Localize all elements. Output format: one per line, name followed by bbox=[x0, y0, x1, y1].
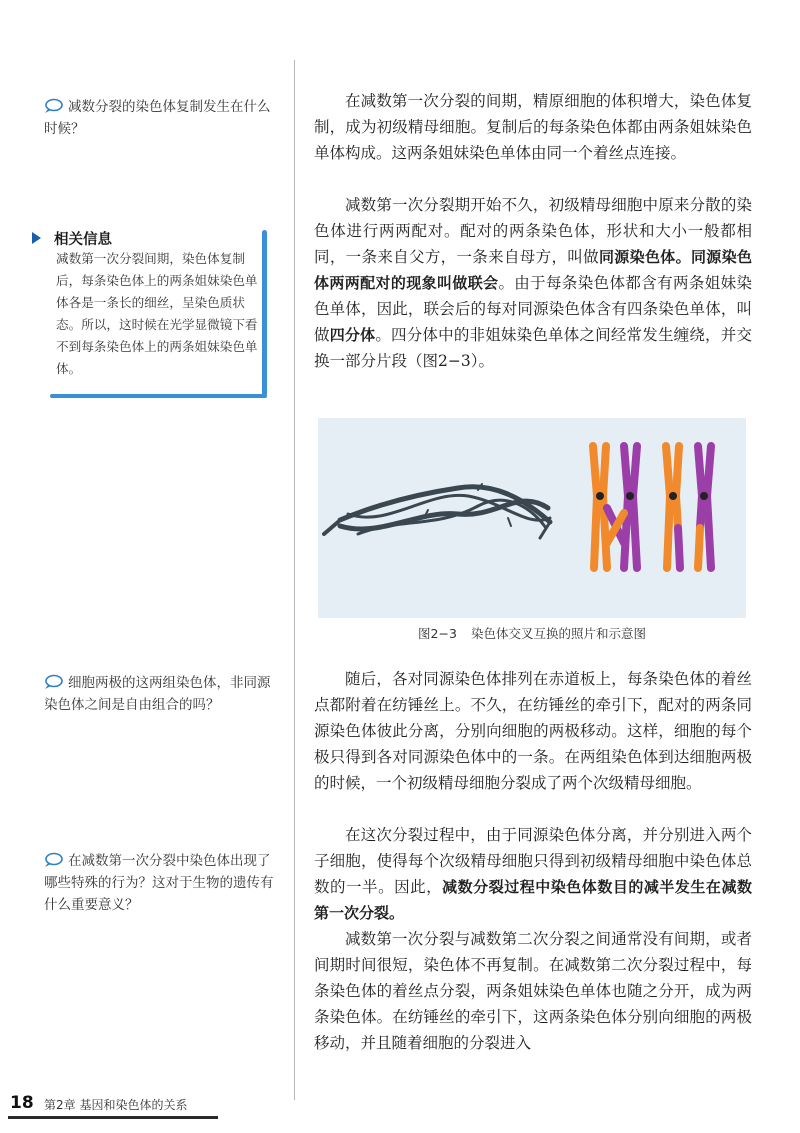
paragraph-5: 减数第一次分裂与减数第二次分裂之间通常没有间期，或者间期时间很短，染色体不再复制。在减数第二次分裂过程中，每条染色体的着丝点分裂，两条姐妹染色单体也随之分开，成为两条染色体。在纺锤丝的牵引下，这两条染色体分别向细胞的两极移动，并且随着细胞的分裂进入 bbox=[314, 930, 752, 1052]
margin-question-2 bbox=[44, 672, 274, 716]
column-divider bbox=[294, 60, 295, 1100]
related-info-box bbox=[54, 226, 274, 400]
text-run: 。四分体中的非姐妹染色单体之间经常发生缠绕，并交换一部分片段（图2−3）。 bbox=[314, 326, 752, 370]
question-icon bbox=[44, 852, 66, 868]
text-run: 在这次分裂过程中，由于同源染色体分离，并分别进入两个子细胞，使得每个次级精母细胞只得到初级精母细胞中染色体总数的一半。因此， bbox=[314, 826, 752, 896]
figure-number: 图2−3 bbox=[418, 626, 457, 641]
figure-caption-text: 染色体交叉互换的照片和示意图 bbox=[470, 626, 646, 641]
info-border-bottom bbox=[50, 394, 267, 398]
info-title: 相关信息 bbox=[54, 232, 112, 248]
text-run: 。 bbox=[675, 248, 691, 266]
key-statement: 减数分裂过程中染色体数目的减半发生在减数第一次分裂 bbox=[314, 878, 752, 922]
question-text: 减数分裂的染色体复制发生在什么时候？ bbox=[44, 99, 271, 137]
chromosome-photo bbox=[324, 484, 550, 538]
chapter-title: 第2章 基因和染色体的关系 bbox=[44, 1098, 188, 1112]
schematic-before-crossover bbox=[593, 446, 637, 568]
info-body: 减数第一次分裂间期，染色体复制后，每条染色体上的两条姐妹染色单体各是一条长的细丝，呈染色质状态。所以，这时候在光学显微镜下看不到每条染色体上的两条姐妹染色单体。 bbox=[56, 251, 258, 376]
question-icon bbox=[44, 674, 66, 690]
figure-2-3 bbox=[318, 418, 746, 618]
key-term: 同源染色体两两配对的现象叫做联会 bbox=[314, 248, 752, 292]
text-run: 减数第一次分裂期开始不久，初级精母细胞中原来分散的染色体进行两两配对。配对的两条染色体，形状和大小一般都相同，一条来自父方，一条来自母方，叫做 bbox=[314, 196, 752, 266]
paragraph-3: 随后，各对同源染色体排列在赤道板上，每条染色体的着丝点都附着在纺锤丝上。不久，在纺锤丝的牵引下，配对的两条同源染色体彼此分离，分别向细胞的两极移动。这样，细胞的每个极只得到各对同源染色体中的一条。在两组染色体到达细胞两极的时候，一个初级精母细胞分裂成了两个次级精母细胞。 bbox=[314, 670, 752, 792]
key-term: 同源染色体 bbox=[598, 248, 676, 266]
page-number: 18 bbox=[10, 1093, 34, 1113]
question-text: 在减数第一次分裂中染色体出现了哪些特殊的行为？这对于生物的遗传有什么重要意义？ bbox=[44, 853, 274, 913]
paragraph-2 bbox=[314, 192, 752, 374]
info-border-right bbox=[262, 230, 267, 396]
figure-caption bbox=[318, 624, 746, 642]
figure-graphic bbox=[318, 418, 746, 618]
footer-rule bbox=[8, 1116, 218, 1119]
margin-question-1 bbox=[44, 96, 274, 140]
page-footer bbox=[0, 1088, 800, 1133]
paragraph-1: 在减数第一次分裂的间期，精原细胞的体积增大，染色体复制，成为初级精母细胞。复制后的每条染色体都由两条姐妹染色单体构成。这两条姐妹染色单体由同一个着丝点连接。 bbox=[314, 92, 752, 162]
paragraph-4 bbox=[314, 822, 752, 926]
question-text: 细胞两极的这两组染色体，非同源染色体之间是自由组合的吗？ bbox=[44, 675, 271, 713]
key-term: 四分体 bbox=[329, 326, 376, 344]
text-run: 。 bbox=[389, 904, 405, 922]
schematic-after-crossover bbox=[666, 446, 711, 568]
triangle-bullet-icon bbox=[32, 232, 41, 244]
question-icon bbox=[44, 98, 66, 114]
margin-question-3 bbox=[44, 850, 274, 916]
text-run: 。由于每条染色体都含有两条姐妹染色单体，因此，联会后的每对同源染色体含有四条染色单体，叫做 bbox=[314, 274, 752, 344]
